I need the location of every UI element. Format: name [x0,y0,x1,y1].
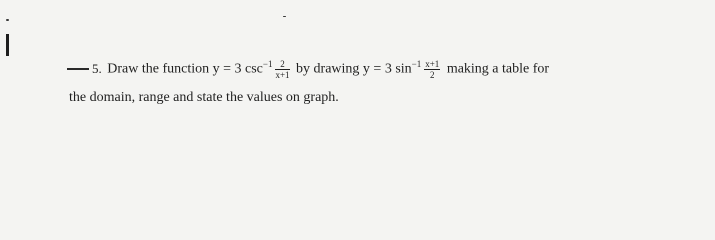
question-line-2: the domain, range and state the values on graph. [69,90,339,105]
question-line-1 [92,54,549,80]
question-number: 5. [92,60,102,76]
margin-bar [6,34,9,56]
question-text-a: Draw the function y = 3 csc [107,61,263,77]
fraction-2 [424,59,440,80]
mark-top-left [6,19,9,21]
fraction-1-numerator: 2 [275,59,289,70]
question-text-c: making a table for [443,61,550,77]
fraction-1-denominator: x+1 [275,69,290,80]
question-text-b: by drawing y = 3 sin [292,61,412,77]
fraction-2-denominator: 2 [430,69,435,80]
fraction-1 [275,59,289,80]
mark-top-center [283,16,286,17]
fraction-2-numerator: x+1 [425,58,440,69]
exponent-1: −1 [262,59,273,69]
exponent-2: −1 [411,59,422,69]
margin-dash [67,68,89,70]
